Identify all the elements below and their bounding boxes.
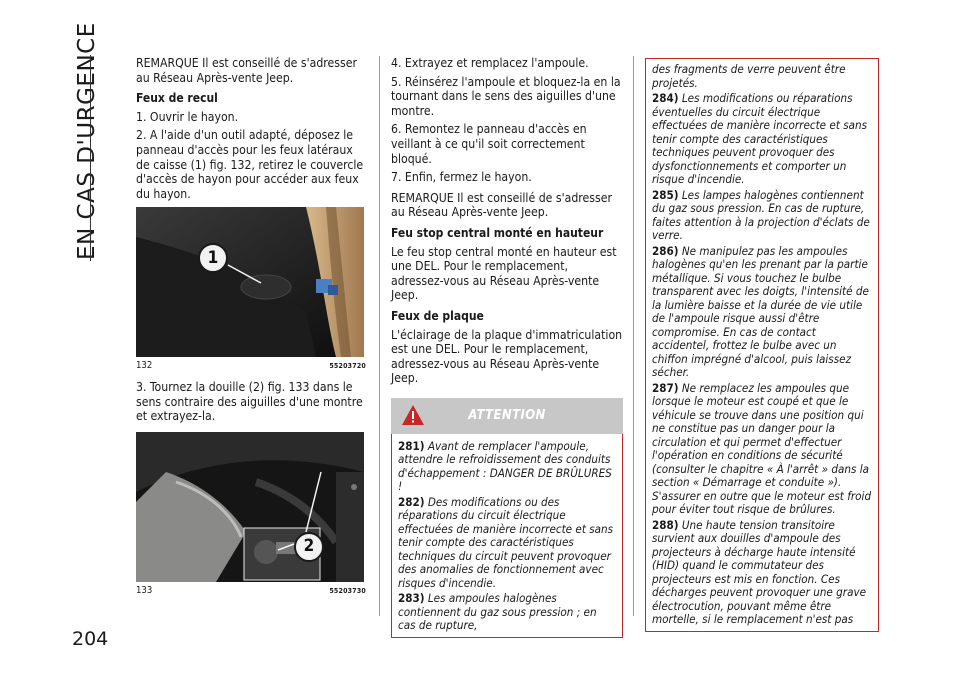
warning-text: des fragments de verre peuvent être projetés.	[652, 62, 846, 90]
warning-text: Les lampes halogènes contiennent du gaz sous pression. En cas de rupture, faites attention à la projection d'éclats de verre.	[652, 187, 870, 242]
attention-body	[391, 434, 623, 638]
step-2: 2. A l'aide d'un outil adapté, déposez le panneau d'accès pour les feux latéraux de caisse (1) fig. 132, retirez le couvercle d'accès de hayon pour accéder aux feux du hayon.	[136, 128, 364, 201]
column-2	[391, 56, 623, 638]
warning-item-282	[398, 496, 616, 591]
warning-number: 285)	[652, 187, 679, 202]
attention-header	[391, 398, 623, 434]
warning-text: Des modifications ou des réparations du circuit électrique effectuées de manière incorrecte et sans tenir compte des caractéristiques techniques du circuit peuvent provoquer des anomalies de fonctionnement avec risques d'incendie.	[398, 494, 614, 590]
remark-text: REMARQUE Il est conseillé de s'adresser au Réseau Après-vente Jeep.	[136, 56, 357, 85]
figure-132-caption	[136, 359, 366, 374]
callout-1-leader	[136, 207, 364, 357]
warning-item-287	[652, 382, 872, 517]
figure-132-number: 132	[136, 360, 153, 372]
step-6: 6. Remontez le panneau d'accès en veillant à ce qu'il soit correctement bloqué.	[391, 122, 587, 166]
warning-number: 286)	[652, 243, 679, 258]
column-1	[136, 56, 366, 604]
figure-133-caption	[136, 584, 366, 599]
warning-item-285	[652, 189, 872, 243]
step-1: 1. Ouvrir le hayon.	[136, 109, 239, 124]
figure-132-photo	[136, 207, 364, 357]
step-3: 3. Tournez la douille (2) fig. 133 dans le sens contraire des aiguilles d'une montre et extrayez-la.	[136, 379, 363, 424]
heading-plate-lights: Feux de plaque	[391, 308, 484, 323]
plate-lights-text: L'éclairage de la plaque d'immatriculation est une DEL. Pour le remplacement, adressez-vous au Réseau Après-vente Jeep.	[391, 327, 623, 386]
page-number: 204	[72, 628, 109, 650]
attention-body-continued	[645, 58, 879, 632]
column-separator-1	[379, 56, 380, 616]
centre-stop-light-text: Le feu stop central monté en hauteur est une DEL. Pour le remplacement, adressez-vous au Réseau Après-vente Jeep.	[391, 244, 617, 303]
heading-reversing-lights: Feux de recul	[136, 91, 218, 106]
column-separator-2	[633, 56, 634, 616]
warning-text: Ne remplacez les ampoules que lorsque le moteur est coupé et que le véhicule se trouve dans une position qui ne constitue pas un danger pour la circulation et qui permet d'effectuer l'opération en conditions de sécurité (consulter le chapitre « À l'arrêt » dans la section « Démarrage et conduite »). S'assurer en outre que le moteur est froid pour éviter tout risque de brûlures.	[652, 380, 872, 516]
remark-text-2: REMARQUE Il est conseillé de s'adresser au Réseau Après-vente Jeep.	[391, 190, 612, 220]
warning-text: Les ampoules halogènes contiennent du gaz sous pression ; en cas de rupture,	[398, 591, 597, 633]
warning-number: 284)	[652, 91, 679, 105]
figure-133-photo	[136, 432, 364, 582]
warning-number: 283)	[398, 591, 425, 606]
heading-centre-stop-light: Feu stop central monté en hauteur	[391, 225, 604, 240]
warning-text: Ne manipulez pas les ampoules halogènes qu'en les prenant par la partie métallique. Si vous touchez le bulbe transparent avec les doigts, l'intensité de la lumière baisse et la durée de vie utile de l'ampoule risque aussi d'être compromise. En cas de contact accidentel, frottez le bulbe avec un chiffon imprégné d'alcool, puis laissez sécher.	[652, 243, 869, 379]
step-4: 4. Extrayez et remplacez l'ampoule.	[391, 56, 589, 70]
step-7: 7. Enfin, fermez le hayon.	[391, 170, 532, 185]
warning-number: 281)	[398, 438, 425, 453]
attention-box	[391, 398, 623, 638]
warning-continued	[652, 63, 872, 90]
warning-triangle-icon	[401, 404, 425, 426]
warning-number: 282)	[398, 494, 425, 509]
warning-item-284	[652, 92, 872, 187]
figure-132-code: 55203720	[329, 362, 366, 371]
warning-item-286	[652, 245, 872, 380]
column-3	[645, 58, 879, 632]
callout-2: 2	[294, 532, 324, 562]
step-5: 5. Réinsérez l'ampoule et bloquez-la en la tournant dans le sens des aiguilles d'une montre.	[391, 74, 621, 118]
figure-133-number: 133	[136, 584, 153, 596]
callout-2-leader	[136, 432, 364, 582]
warning-number: 288)	[652, 517, 679, 532]
section-rule	[90, 55, 112, 261]
figure-133-code: 55203730	[329, 586, 366, 595]
warning-item-281	[398, 440, 616, 494]
warning-item-288	[652, 519, 872, 627]
warning-text: Les modifications ou réparations éventuelles du circuit électrique effectuées de manière incorrecte et sans tenir compte des caractéristiques techniques peuvent provoquer des dysfonctionnements et comporter un risque d'incendie.	[652, 91, 868, 186]
warning-text: Avant de remplacer l'ampoule, attendre le refroidissement des conduits d'échappement : DANGER DE BRÛLURES !	[398, 438, 612, 494]
warning-number: 287)	[652, 380, 679, 395]
attention-title: ATTENTION	[468, 407, 546, 423]
warning-item-283	[398, 592, 616, 633]
warning-text: Une haute tension transitoire survient aux douilles d'ampoule des projecteurs à décharge haute intensité (HID) quand le commutateur des projecteurs est mis en fonction. Ces décharges peuvent provoquer une grave électrocution, pouvant même être mortelle, si le remplacement n'est pas	[652, 517, 867, 626]
callout-1: 1	[198, 243, 228, 273]
